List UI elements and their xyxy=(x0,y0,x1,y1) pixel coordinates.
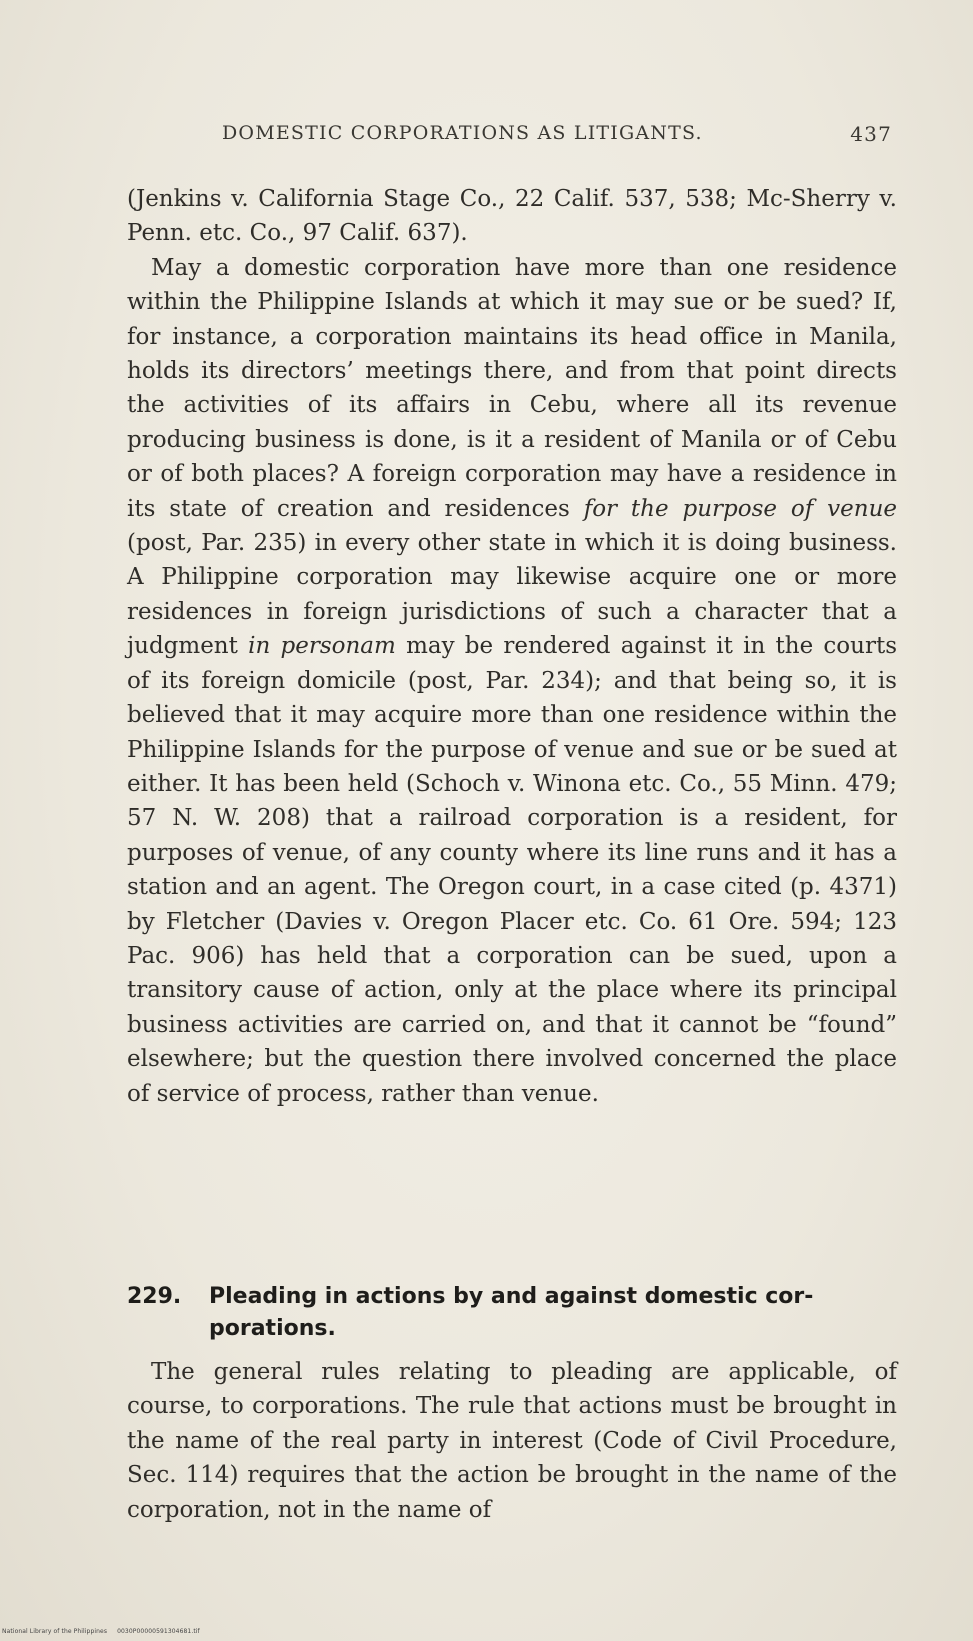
section-paragraph: The general rules relating to pleading are applicable, of course, to corporations. The rule that actions must be brought in the name of the real party in interest (Code of Civil Procedure, Sec. 114) requires that the action be brought in the name of the corporation, not in the name of xyxy=(127,1359,897,1523)
section-heading-line1: Pleading in actions by and against domestic cor- xyxy=(209,1284,814,1309)
section-number: 229. xyxy=(127,1284,182,1309)
italic-venue-phrase: for the purpose of venue xyxy=(583,495,898,522)
footer-file-id: 0030P00000591304681.tif xyxy=(117,1628,200,1635)
paragraph-residence-part2: (post, Par. 235) in every other state in which it is doing business. A Philippine corporation may likewise acquire one or more residences in foreign jurisdictions of such a character that a judgment xyxy=(127,530,897,660)
paragraph-residence-part3: may be rendered against it in the courts of its foreign domicile (post, Par. 234); and that being so, it is believed that it may acquire more than one residence within the Philippine Islands for the purpose of venue and sue or be sued at either. It has been held (Schoch v. Winona etc. Co., 55 Minn. 479; 57 N. W. 208) that a railroad corporation is a resident, for purposes of venue, of any county where its line runs and it has a station and an agent. The Oregon court, in a case cited (p. 4371) by Fletcher (Davies v. Oregon Placer etc. Co. 61 Ore. 594; 123 Pac. 906) has held that a corporation can be sued, upon a transitory cause of action, only at the place where its principal business activities are carried on, and that it cannot be “found” elsewhere; but the question there involved concerned the place of service of process, rather than venue. xyxy=(127,633,897,1107)
scan-footer xyxy=(2,1628,208,1635)
paragraph-residence-part1: May a domestic corporation have more than one residence within the Philippine Islands at which it may sue or be sued? If, for instance, a corporation maintains its head office in Manila, holds its directors’ meetings there, and from that point directs the activities of its affairs in Cebu, where all its revenue producing business is done, is it a resident of Manila or of Cebu or of both places? A foreign corporation may have a residence in its state of creation and residences xyxy=(127,254,897,522)
footer-source: National Library of the Philippines xyxy=(2,1628,108,1635)
page-number: 437 xyxy=(850,122,892,146)
body-text xyxy=(127,182,897,1111)
italic-in-personam: in personam xyxy=(248,633,396,660)
section-body xyxy=(127,1355,897,1527)
paragraph-citation: (Jenkins v. California Stage Co., 22 Calif. 537, 538; Mc-Sherry v. Penn. etc. Co., 97 Calif. 637). xyxy=(127,186,897,247)
running-title: DOMESTIC CORPORATIONS AS LITIGANTS. xyxy=(222,122,703,144)
section-heading xyxy=(127,1281,897,1345)
paragraph-residence xyxy=(127,251,897,1111)
section-heading-line2: porations. xyxy=(209,1316,336,1341)
